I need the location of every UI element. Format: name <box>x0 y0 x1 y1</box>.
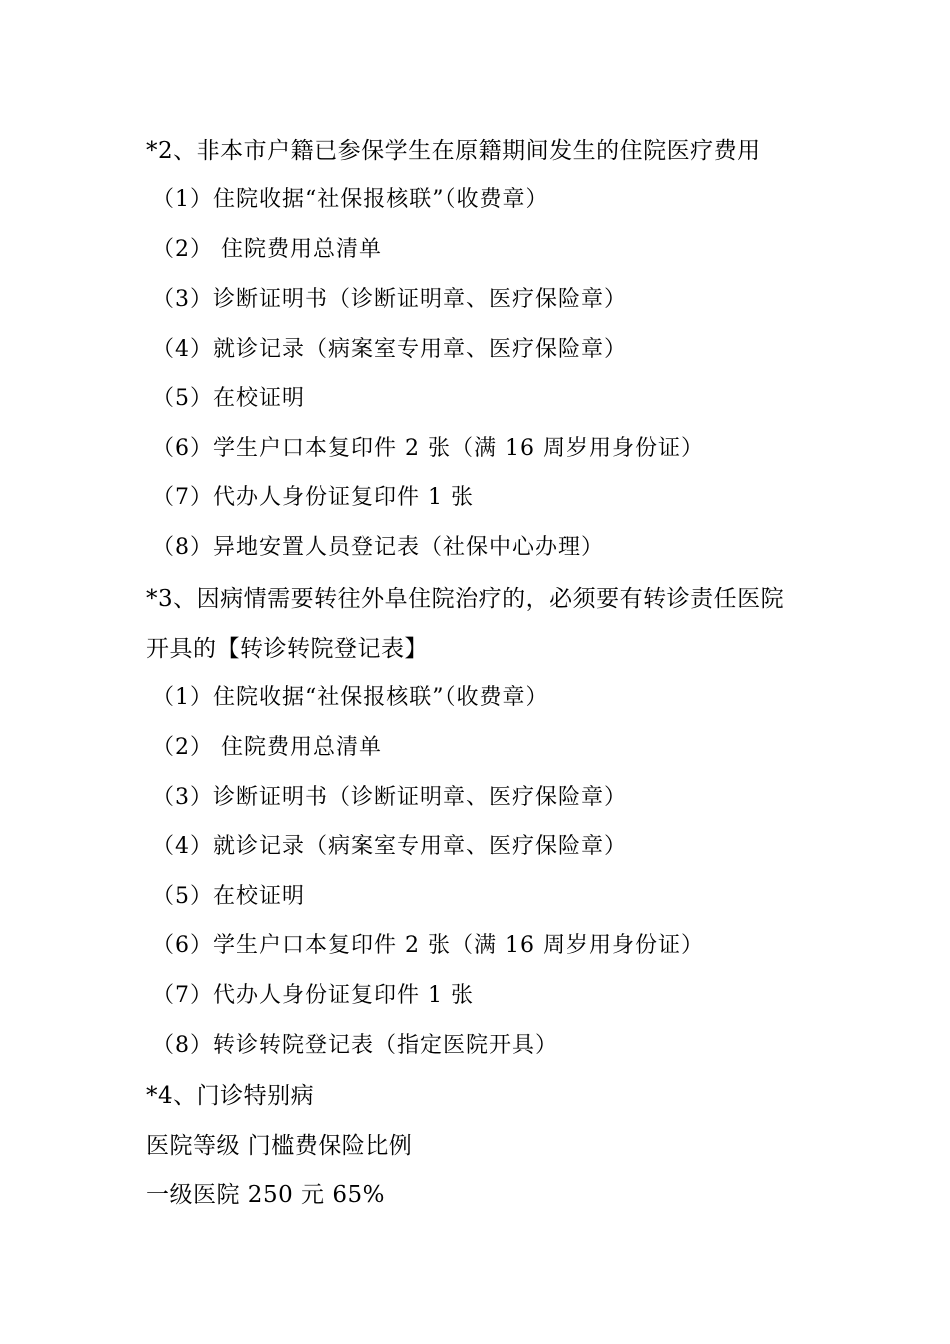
list-item: （3）诊断证明书（诊断证明章、医疗保险章） <box>152 287 627 312</box>
list-item: （4）就诊记录（病案室专用章、医疗保险章） <box>152 337 627 362</box>
list-item: （3）诊断证明书（诊断证明章、医疗保险章） <box>152 785 627 810</box>
section-2-heading: *2、非本市户籍已参保学生在原籍期间发生的住院医疗费用 <box>146 138 761 164</box>
list-item: （7）代办人身份证复印件 1 张 <box>152 983 474 1008</box>
section-4-heading: *4、门诊特别病 <box>146 1083 315 1109</box>
list-item: （5）在校证明 <box>152 386 305 411</box>
list-item: （5）在校证明 <box>152 884 305 909</box>
list-item: （7）代办人身份证复印件 1 张 <box>152 485 474 510</box>
list-item: （8）异地安置人员登记表（社保中心办理） <box>152 535 604 560</box>
list-item: （1）住院收据“社保报核联”（收费章） <box>152 187 549 212</box>
list-item: （2） 住院费用总清单 <box>152 735 382 760</box>
list-item: （4）就诊记录（病案室专用章、医疗保险章） <box>152 834 627 859</box>
list-item: （6）学生户口本复印件 2 张（满 16 周岁用身份证） <box>152 436 704 461</box>
section-3-heading: *3、因病情需要转往外阜住院治疗的，必须要有转诊责任医院 <box>146 586 785 612</box>
section-3-heading-continued: 开具的【转诊转院登记表】 <box>146 636 428 662</box>
list-item: （8）转诊转院登记表（指定医院开具） <box>152 1033 558 1058</box>
table-header: 医院等级 门槛费保险比例 <box>146 1133 413 1159</box>
list-item: （1）住院收据“社保报核联”（收费章） <box>152 685 549 710</box>
list-item: （2） 住院费用总清单 <box>152 237 382 262</box>
table-row: 一级医院 250 元 65% <box>146 1182 385 1208</box>
list-item: （6）学生户口本复印件 2 张（满 16 周岁用身份证） <box>152 933 704 958</box>
